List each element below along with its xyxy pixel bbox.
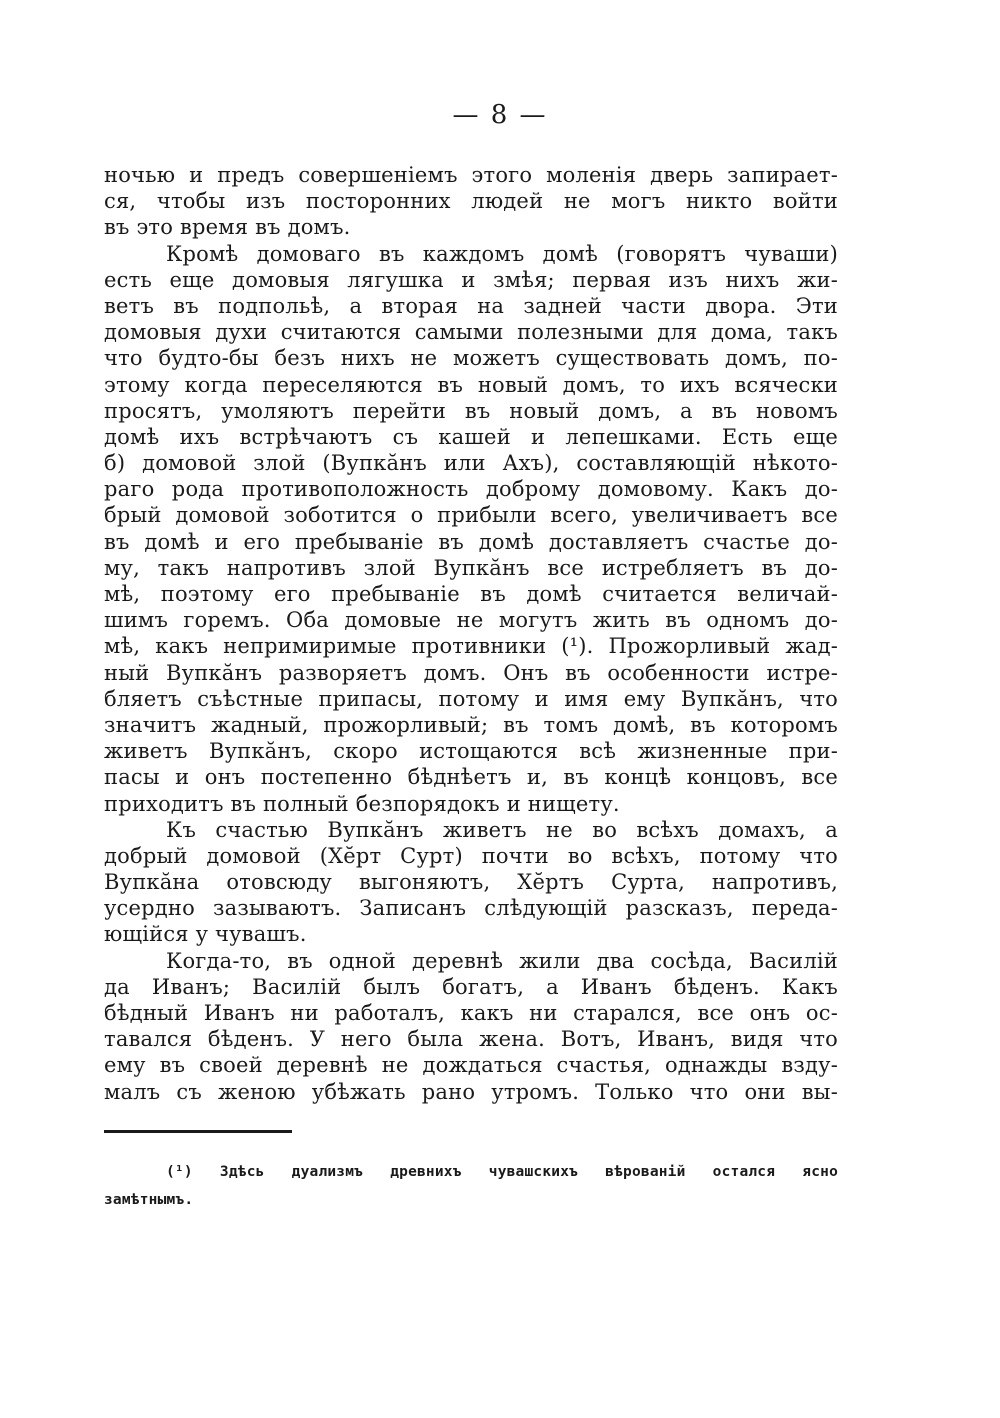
line-text: шимъ горемъ. Оба домовые не могутъ жить въ одномъ до-	[104, 608, 838, 633]
line-text: есть еще домовыя лягушка и змѣя; первая изъ нихъ жи-	[104, 267, 838, 292]
line-text: бляетъ съѣстные припасы, потому и имя ему Вупкăнъ, что	[104, 686, 838, 711]
line-text: замѣтнымъ.	[104, 1192, 194, 1208]
text-line	[104, 686, 838, 712]
line-text: ный Вупкăнъ разворяетъ домъ. Онъ въ особенности истре-	[104, 660, 838, 685]
line-text: Когда-то, въ одной деревнѣ жили два сосѣда, Василій	[166, 948, 838, 973]
text-line	[104, 921, 838, 947]
line-text: малъ съ женою убѣжать рано утромъ. Только что они вы-	[104, 1079, 838, 1104]
text-line	[104, 1186, 838, 1214]
text-line	[104, 1000, 838, 1026]
text-line	[104, 188, 838, 214]
text-line	[104, 241, 838, 267]
text-line	[104, 895, 838, 921]
line-text: му, такъ напротивъ злой Вупкăнъ все истребляетъ въ до-	[104, 555, 838, 580]
text-line	[104, 476, 838, 502]
line-text: живетъ Вупкăнъ, скоро истощаются всѣ жизненные при-	[104, 739, 838, 764]
text-line	[104, 372, 838, 398]
text-line	[104, 319, 838, 345]
text-line	[104, 712, 838, 738]
text-line	[104, 869, 838, 895]
text-line	[104, 214, 838, 240]
line-text: мѣ, какъ непримиримые противники (¹). Прожорливый жад-	[104, 634, 838, 659]
line-text: усердно зазываютъ. Записанъ слѣдующій разсказъ, переда-	[104, 896, 838, 921]
body-text	[104, 162, 838, 1105]
line-text: раго рода противоположность доброму домовому. Какъ до-	[104, 477, 838, 502]
line-text: домѣ ихъ встрѣчаютъ съ кашей и лепешками. Есть еще	[104, 424, 838, 449]
line-text: брый домовой зоботится о прибыли всего, увеличиваетъ все	[104, 503, 838, 528]
line-text: въ это время въ домъ.	[104, 215, 351, 240]
line-text: ветъ въ подпольѣ, а вторая на задней части двора. Эти	[104, 293, 838, 318]
line-text: бѣдный Иванъ ни работалъ, какъ ни старался, все онъ ос-	[104, 1001, 838, 1025]
line-text: ся, чтобы изъ посторонних людей не могъ никто войти	[104, 189, 838, 214]
line-text: ему въ своей деревнѣ не дождаться счастья, однажды взду-	[104, 1053, 838, 1078]
line-text: пасы и онъ постепенно бѣднѣетъ и, въ концѣ концовъ, все	[104, 765, 838, 790]
text-line	[104, 1079, 838, 1105]
text-line	[104, 424, 838, 450]
page-number: — 8 —	[452, 100, 548, 130]
text-line	[104, 1158, 838, 1186]
line-text: Къ счастью Вупкăнъ живетъ не во всѣхъ домахъ, а	[166, 817, 838, 842]
line-text: (¹) Здѣсь дуализмъ древнихъ чувашскихъ вѣрованій остался ясно	[166, 1164, 838, 1180]
line-text: ночью и предъ совершеніемъ этого моленія дверь запирает-	[104, 163, 838, 187]
line-text: значитъ жадный, прожорливый; въ томъ домѣ, въ которомъ	[104, 712, 838, 737]
text-line	[104, 345, 838, 371]
text-line	[104, 948, 838, 974]
line-text: въ домѣ и его пребываніе въ домѣ доставляетъ счастье до-	[104, 529, 838, 554]
text-line	[104, 502, 838, 528]
text-line	[104, 293, 838, 319]
footnote	[104, 1158, 838, 1214]
text-line	[104, 791, 838, 817]
text-line	[104, 817, 838, 843]
line-text: б) домовой злой (Вупкăнъ или Ахъ), составляющій нѣкото-	[104, 451, 838, 476]
text-line	[104, 162, 838, 188]
text-line	[104, 581, 838, 607]
text-line	[104, 267, 838, 293]
text-line	[104, 974, 838, 1000]
footnote-rule	[104, 1130, 292, 1133]
text-line	[104, 660, 838, 686]
text-line	[104, 738, 838, 764]
line-text: да Иванъ; Василій былъ богатъ, а Иванъ бѣденъ. Какъ	[104, 974, 838, 999]
text-line	[104, 529, 838, 555]
line-text: что будто-бы безъ нихъ не можетъ существовать домъ, по-	[104, 346, 838, 371]
text-line	[104, 843, 838, 869]
text-line	[104, 764, 838, 790]
line-text: добрый домовой (Хĕрт Сурт) почти во всѣхъ, потому что	[104, 843, 838, 868]
text-line	[104, 555, 838, 581]
text-line	[104, 398, 838, 424]
line-text: тавался бѣденъ. У него была жена. Вотъ, Иванъ, видя что	[104, 1027, 838, 1052]
line-text: просятъ, умоляютъ перейти въ новый домъ, а въ новомъ	[104, 398, 838, 423]
text-line	[104, 450, 838, 476]
line-text: домовыя духи считаются самыми полезными для дома, такъ	[104, 320, 838, 345]
line-text: приходитъ въ полный безпорядокъ и нищету.	[104, 791, 620, 816]
text-line	[104, 1052, 838, 1078]
line-text: ющійся у чувашъ.	[104, 922, 307, 947]
text-line	[104, 1026, 838, 1052]
text-line	[104, 607, 838, 633]
text-line	[104, 633, 838, 659]
line-text: этому когда переселяются въ новый домъ, то ихъ всячески	[104, 372, 838, 397]
line-text: мѣ, поэтому его пребываніе въ домѣ считается величай-	[104, 582, 838, 606]
line-text: Вупкăна отовсюду выгоняютъ, Хĕртъ Сурта, напротивъ,	[104, 870, 838, 895]
line-text: Кромѣ домоваго въ каждомъ домѣ (говорятъ чуваши)	[166, 241, 838, 266]
